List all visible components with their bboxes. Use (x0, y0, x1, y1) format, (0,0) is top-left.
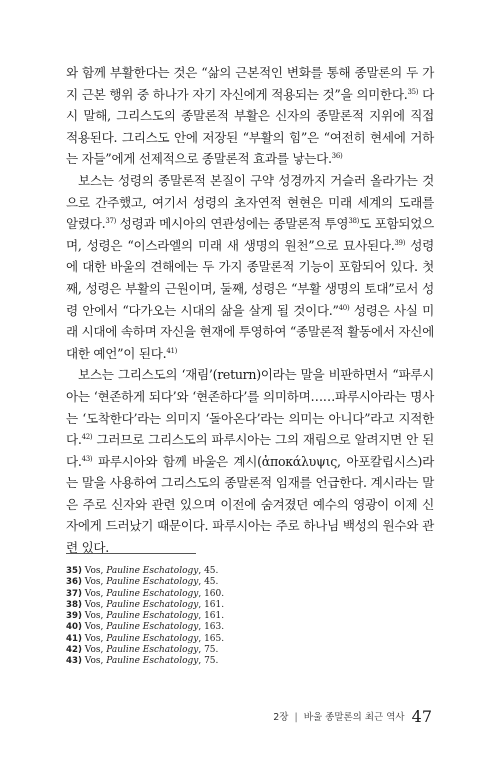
footnote-item (66, 589, 434, 600)
footnote-item (66, 645, 434, 656)
footnote-number: 39) (66, 611, 82, 622)
footnote-title: Pauline Eschatology (106, 645, 199, 656)
footnotes (66, 566, 434, 668)
footnote-page: , 45. (198, 577, 219, 588)
footnote-page: , 75. (198, 656, 219, 667)
footnote-reference: 39) (394, 238, 406, 247)
footnote-author: Vos, (84, 566, 104, 576)
paragraph-text: 보스는 그리스도의 ‘재림’(return)이라는 말을 비판하면서 “파루시아는 ‘현존하게 되다’와 ‘현존하다’를 의미하며……파루시아라는 명사는 ‘도착한다’라는 의미지 ‘돌아온다’라는 의미는 아니다”라고 지적한다. (66, 367, 434, 448)
footnote-item (66, 656, 434, 667)
footnote-reference: 36) (331, 152, 343, 161)
paragraph-text: 와 함께 부활한다는 것은 “삶의 근본적인 변화를 통해 종말론의 두 가지 근본 행위 중 하나가 자기 자신에게 적용되는 것”을 의미한다. (66, 65, 434, 102)
footnote-page: , 45. (198, 566, 219, 576)
footnote-page: , 160. (198, 588, 225, 599)
footnote-reference: 41) (166, 346, 178, 355)
footnote-author: Vos, (84, 656, 104, 667)
footnote-number: 40) (66, 622, 82, 633)
footnote-title: Pauline Eschatology (106, 611, 199, 622)
footer-chapter: 2장 (273, 712, 289, 723)
footnote-author: Vos, (84, 588, 104, 599)
paragraph-text: 도 포함되었으며, 성령은 “이스라엘의 미래 새 생명의 원천”으로 묘사된다. (66, 216, 434, 253)
footnote-title: Pauline Eschatology (106, 577, 199, 588)
footnote-item (66, 611, 434, 622)
footnote-author: Vos, (84, 633, 104, 644)
footnote-reference: 35) (407, 87, 419, 96)
footnote-title: Pauline Eschatology (106, 566, 199, 576)
footnote-number: 41) (66, 633, 82, 644)
paragraph-text: 보스는 성령의 종말론적 본질이 구약 성경까지 거슬러 올라가는 것으로 간주했고, 여기서 성령의 초자연적 현현은 미래 세계의 도래를 알렸다. (66, 172, 434, 232)
footer-separator: | (294, 712, 298, 723)
footnote-number: 38) (66, 599, 82, 610)
main-body-text (66, 62, 434, 559)
footnote-title: Pauline Eschatology (106, 633, 199, 644)
footnote-number: 43) (66, 656, 82, 667)
footnote-item (66, 622, 434, 633)
footnote-author: Vos, (84, 577, 104, 588)
footnote-number: 36) (66, 577, 82, 588)
footnote-author: Vos, (84, 611, 104, 622)
footnote-reference: 43) (81, 454, 93, 463)
footnote-item (66, 634, 434, 645)
running-footer (273, 707, 432, 726)
footnote-number: 42) (66, 645, 82, 656)
footnote-page: , 161. (198, 599, 225, 610)
paragraph-text: 성령은 사실 미래 시대에 속하며 자신을 현재에 투영하여 “종말론적 활동에서 자신에 대한 예언”이 된다. (66, 302, 434, 361)
footnote-author: Vos, (84, 599, 104, 610)
footnote-item (66, 577, 434, 588)
body-paragraph (66, 170, 434, 364)
footnote-number: 35) (66, 566, 82, 576)
footer-title: 바울 종말론의 최근 역사 (303, 712, 405, 723)
paragraph-text: 성령과 메시아의 연관성에는 종말론적 투영 (116, 216, 349, 232)
body-paragraph (66, 62, 434, 170)
page-number: 47 (411, 707, 432, 726)
footnote-title: Pauline Eschatology (106, 599, 199, 610)
footnote-title: Pauline Eschatology (106, 656, 199, 667)
paragraph-text: 다시 말해, 그리스도의 종말론적 부활은 신자의 종말론적 지위에 직접 적용된다. 그리스도 안에 저장된 “부활의 힘”은 “여전히 현세에 거하는 자들”에게 선제적으로 종말론적 효과를 낳는다. (66, 86, 434, 167)
footnote-reference: 40) (338, 303, 350, 312)
footnote-item (66, 600, 434, 611)
footnote-number: 37) (66, 588, 82, 599)
footnote-page: , 161. (198, 611, 225, 622)
paragraph-text: 성령에 대한 바울의 견해에는 두 가지 종말론적 기능이 포함되어 있다. 첫째, 성령은 부활의 근원이며, 둘째, 성령은 “부활 생명의 토대”로서 성령 안에서 “다가오는 시대의 삶을 살게 될 것이다.” (66, 237, 435, 318)
footnote-author: Vos, (84, 645, 104, 656)
footnote-page: , 75. (198, 645, 219, 656)
footnote-divider (66, 553, 196, 554)
body-paragraph (66, 364, 434, 558)
footnote-title: Pauline Eschatology (106, 588, 199, 599)
footnote-reference: 42) (81, 432, 93, 441)
footnote-title: Pauline Eschatology (106, 622, 199, 633)
footnote-reference: 38) (348, 216, 360, 225)
footnote-author: Vos, (84, 622, 104, 633)
footnote-page: , 165. (198, 633, 225, 644)
footnote-page: , 163. (198, 622, 225, 633)
footnote-item (66, 566, 434, 577)
paragraph-text: 그러므로 그리스도의 파루시아는 그의 재림으로 알려지면 안 된다. (66, 432, 434, 469)
paragraph-text: 파루시아와 함께 바울은 계시(ἀποκάλυψις, 아포칼립시스)라는 말을 사용하여 그리스도의 종말론적 임재를 언급한다. 계시라는 말은 주로 신자와 관련 있으며 이전에 숨겨졌던 예수의 영광이 이제 신자에게 드러났기 때문이다. 파루시아는 주로 하나님 백성의 원수와 관련 있다. (66, 453, 434, 556)
footnote-reference: 37) (105, 216, 117, 225)
